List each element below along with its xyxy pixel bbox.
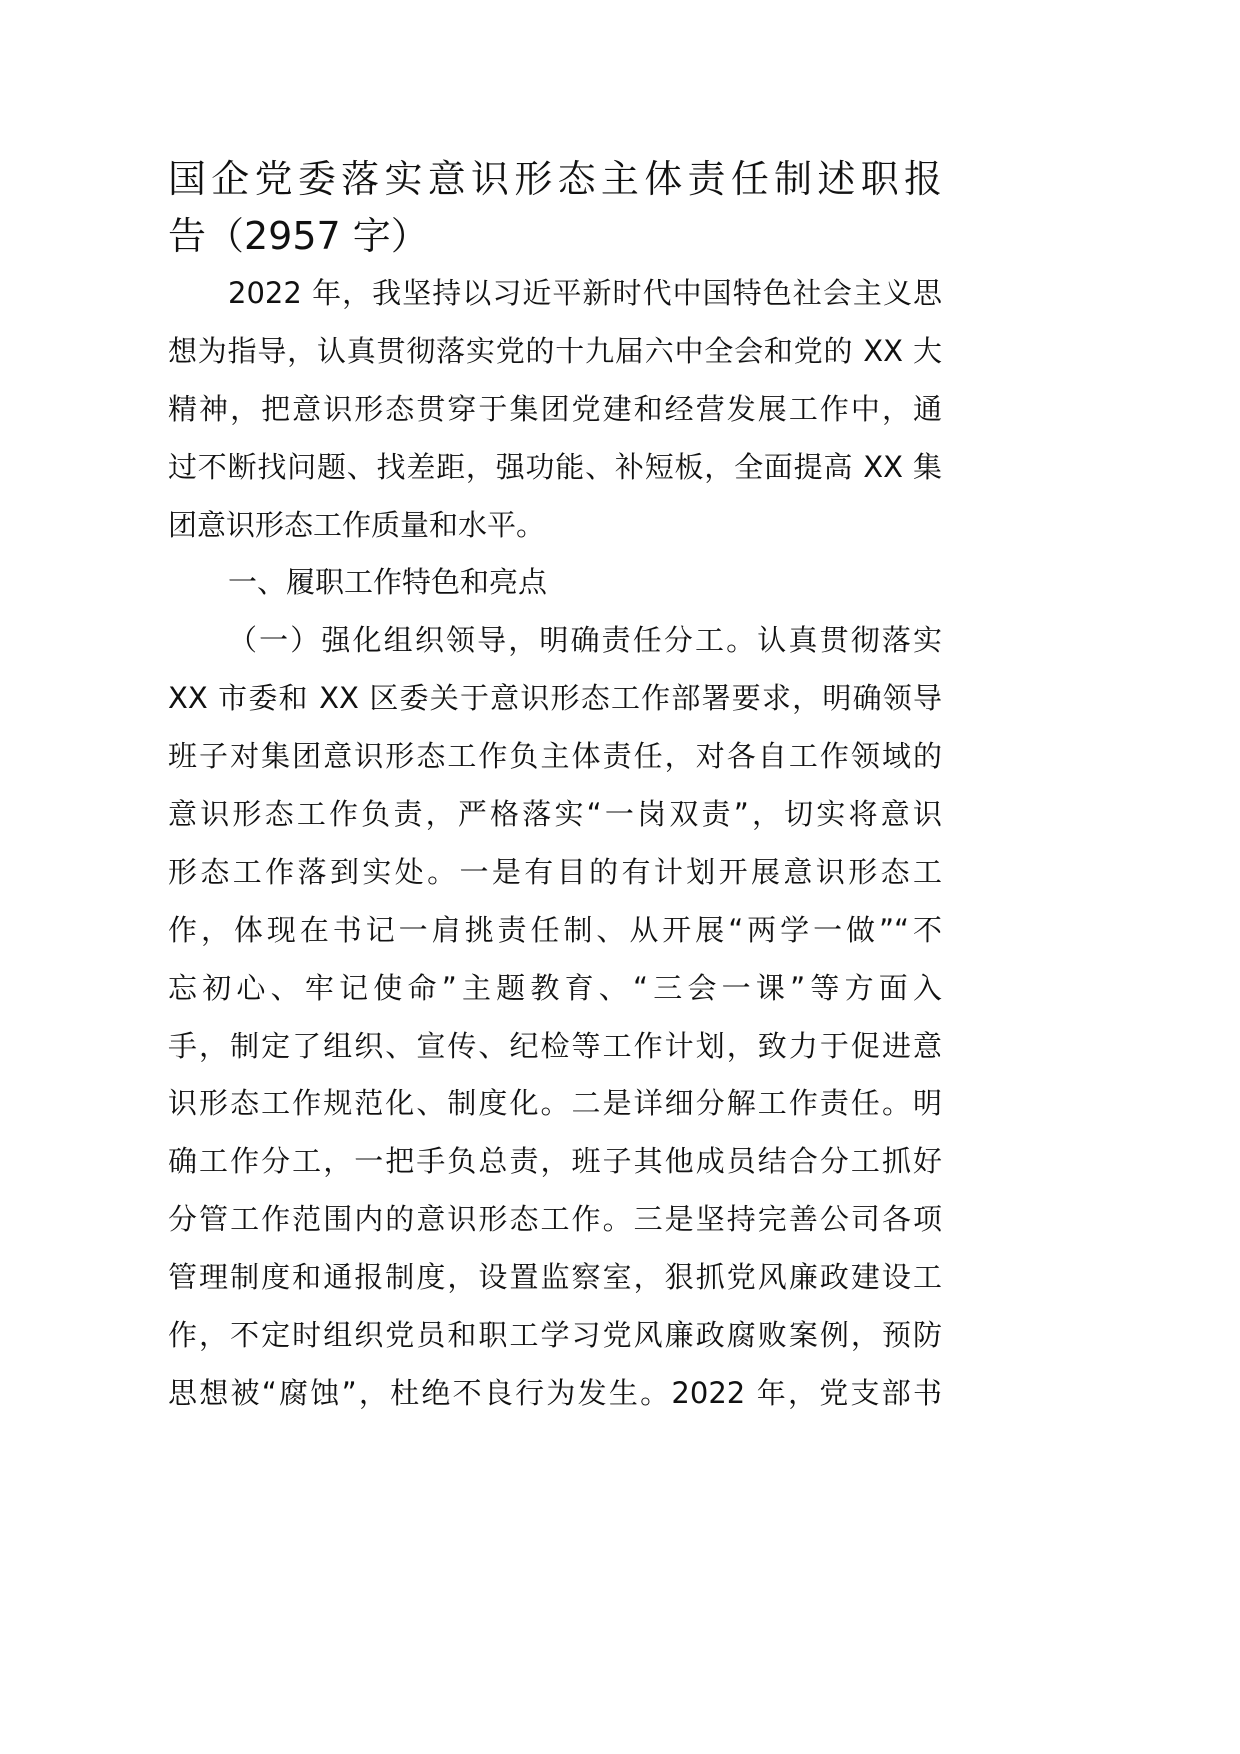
paragraph-line: 忘初心、牢记使命”主题教育、“三会一课”等方面入 <box>168 970 942 1005</box>
paragraph-line: 过不断找问题、找差距，强功能、补短板，全面提高 XX 集 <box>168 449 942 484</box>
paragraph-line: 管理制度和通报制度，设置监察室，狠抓党风廉政建设工 <box>168 1260 942 1295</box>
section-heading: 一、履职工作特色和亮点 <box>228 565 548 600</box>
paragraph-line: 作，不定时组织党员和职工学习党风廉政腐败案例，预防 <box>168 1318 942 1353</box>
paragraph-line: 识形态工作规范化、制度化。二是详细分解工作责任。明 <box>168 1086 942 1121</box>
paragraph-line: 2022 年，我坚持以习近平新时代中国特色社会主义思 <box>228 276 942 310</box>
paragraph-line: （一）强化组织领导，明确责任分工。认真贯彻落实 <box>228 623 942 658</box>
title-line: 告（2957 字） <box>168 214 429 258</box>
paragraph-line: 作，体现在书记一肩挑责任制、从开展“两学一做”“不 <box>168 912 942 947</box>
paragraph-line: 分管工作范围内的意识形态工作。三是坚持完善公司各项 <box>168 1202 942 1237</box>
document-body <box>168 265 942 1423</box>
paragraph-line: 手，制定了组织、宣传、纪检等工作计划，致力于促进意 <box>168 1028 942 1063</box>
paragraph-line: 班子对集团意识形态工作负主体责任，对各自工作领域的 <box>168 739 942 774</box>
paragraph-line: 想为指导，认真贯彻落实党的十九届六中全会和党的 XX 大 <box>168 333 942 368</box>
paragraph-line: XX 市委和 XX 区委关于意识形态工作部署要求，明确领导 <box>168 681 942 716</box>
paragraph-line: 确工作分工，一把手负总责，班子其他成员结合分工抓好 <box>168 1144 942 1179</box>
title-line: 国企党委落实意识形态主体责任制述职报 <box>168 157 942 201</box>
paragraph-line: 团意识形态工作质量和水平。 <box>168 507 546 542</box>
paragraph-line: 形态工作落到实处。一是有目的有计划开展意识形态工 <box>168 854 942 889</box>
paragraph-line: 意识形态工作负责，严格落实“一岗双责”，切实将意识 <box>168 797 942 832</box>
paragraph-line: 思想被“腐蚀”，杜绝不良行为发生。2022 年，党支部书 <box>168 1375 942 1410</box>
document-title <box>168 151 942 265</box>
paragraph-line: 精神，把意识形态贯穿于集团党建和经营发展工作中，通 <box>168 391 942 426</box>
